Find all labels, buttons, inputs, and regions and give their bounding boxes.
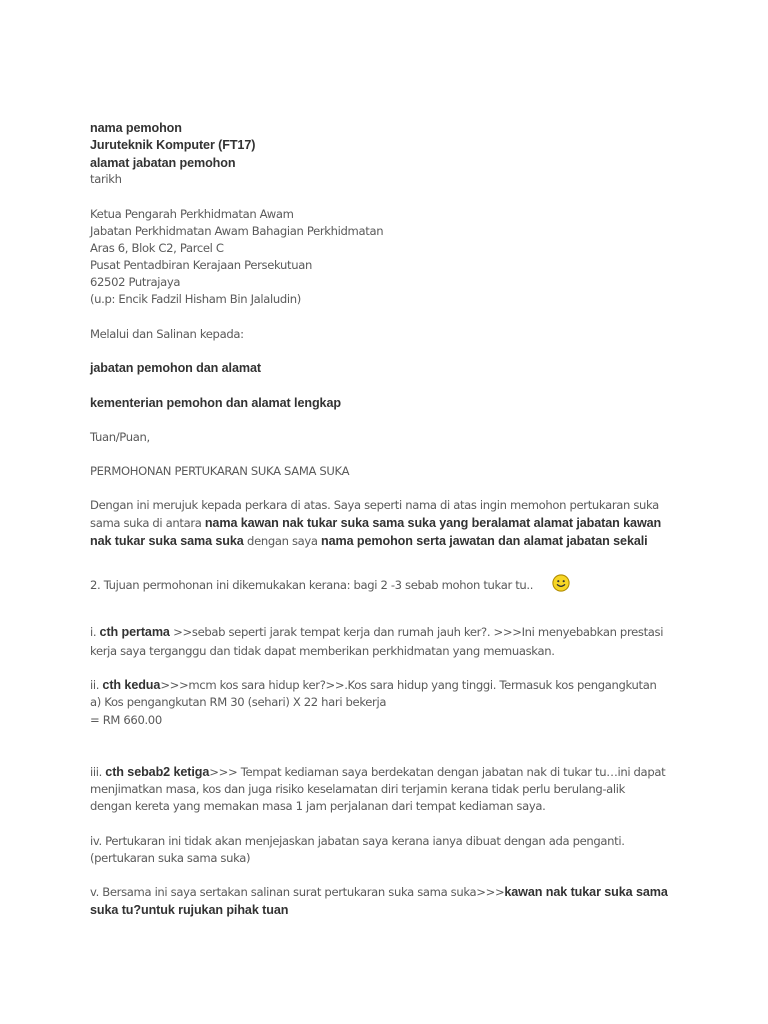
bold-text: cth sebab2 ketiga (105, 765, 210, 779)
letter-line (90, 643, 555, 660)
letter-line (90, 120, 182, 137)
bold-text: suka tu?untuk rujukan pihak tuan (90, 903, 289, 917)
text: Tuan/Puan, (90, 430, 150, 444)
letter-line (90, 395, 341, 412)
letter-line (90, 764, 665, 781)
text: Pusat Pentadbiran Kerajaan Persekutuan (90, 258, 312, 272)
text: dengan kereta yang memakan masa 1 jam perjalanan dari tempat kediaman saya. (90, 799, 546, 813)
letter-line (90, 884, 668, 901)
text: dengan saya (243, 534, 321, 548)
letter-line (90, 624, 663, 641)
bold-text: cth kedua (102, 678, 161, 692)
text: Ketua Pengarah Perkhidmatan Awam (90, 207, 294, 221)
letter-line (90, 497, 659, 514)
letter-line (90, 360, 261, 377)
text: (pertukaran suka sama suka) (90, 851, 251, 865)
text: sama suka di antara (90, 516, 205, 530)
letter-line (90, 326, 244, 343)
letter-line (90, 712, 162, 729)
letter-line (90, 798, 545, 815)
bold-text: alamat jabatan pemohon (90, 156, 236, 170)
text: Aras 6, Blok C2, Parcel C (90, 241, 224, 255)
letter-line (90, 833, 625, 850)
text: ii. (90, 678, 103, 692)
text: = RM 660.00 (90, 713, 162, 727)
bold-text: cth pertama (99, 625, 170, 639)
text: iii. (90, 765, 106, 779)
text: Melalui dan Salinan kepada: (90, 327, 244, 341)
text: tarikh (90, 172, 122, 186)
bold-text: nak tukar suka sama suka (90, 534, 244, 548)
letter-line (90, 850, 250, 867)
letter-line (90, 533, 648, 550)
text: (u.p: Encik Fadzil Hisham Bin Jalaludin) (90, 292, 301, 306)
text: >>> Tempat kediaman saya berdekatan dengan jabatan nak di tukar tu…ini dapat (209, 765, 666, 779)
letter-line (90, 206, 294, 223)
letter-line (90, 274, 180, 291)
bold-text: kementerian pemohon dan alamat lengkap (90, 396, 341, 410)
letter-line (90, 677, 657, 694)
text: menjimatkan masa, kos dan juga risiko keselamatan diri terjamin kerana tidak perlu berulang-alik (90, 782, 626, 796)
text: Jabatan Perkhidmatan Awam Bahagian Perkhidmatan (90, 224, 384, 238)
text: >>>mcm kos sara hidup ker?>>.Kos sara hidup yang tinggi. Termasuk kos pengangkutan (160, 678, 657, 692)
text: Dengan ini merujuk kepada perkara di atas. Saya seperti nama di atas ingin memohon pertukaran suka (90, 498, 659, 512)
text: v. Bersama ini saya sertakan salinan surat pertukaran suka sama suka>>> (90, 885, 505, 899)
bold-text: jabatan pemohon dan alamat (90, 361, 261, 375)
letter-line (90, 902, 288, 919)
bold-text: nama pemohon serta jawatan dan alamat jabatan sekali (321, 534, 648, 548)
text: kerja saya terganggu dan tidak dapat memberikan perkhidmatan yang memuaskan. (90, 644, 555, 658)
letter-line (90, 515, 661, 532)
bold-text: Juruteknik Komputer (FT17) (90, 138, 256, 152)
letter-line (90, 223, 383, 240)
text: iv. Pertukaran ini tidak akan menjejaskan jabatan saya kerana ianya dibuat dengan ada penganti. (90, 834, 625, 848)
text: 62502 Putrajaya (90, 275, 181, 289)
text: >>sebab seperti jarak tempat kerja dan rumah jauh ker?. >>>Ini menyebabkan prestasi (169, 625, 664, 639)
letter-line (90, 694, 386, 711)
bold-text: kawan nak tukar suka sama (504, 885, 668, 899)
letter-line (90, 257, 312, 274)
letter-line (90, 171, 122, 188)
letter-line (90, 577, 533, 594)
letter-line (90, 155, 235, 172)
letter-line (90, 137, 255, 154)
text: i. (90, 625, 100, 639)
bold-text: nama kawan nak tukar suka sama suka yang beralamat alamat jabatan kawan (204, 516, 662, 530)
smiley-icon (552, 574, 570, 592)
bold-text: nama pemohon (90, 121, 182, 135)
letter-line (90, 291, 301, 308)
text: PERMOHONAN PERTUKARAN SUKA SAMA SUKA (90, 464, 350, 478)
text: a) Kos pengangkutan RM 30 (sehari) X 22 hari bekerja (90, 695, 387, 709)
letter-line (90, 240, 224, 257)
text: 2. Tujuan permohonan ini dikemukakan kerana: bagi 2 -3 sebab mohon tukar tu.. (90, 578, 534, 592)
letter-line (90, 429, 150, 446)
letter-line (90, 781, 625, 798)
letter-line (90, 463, 349, 480)
